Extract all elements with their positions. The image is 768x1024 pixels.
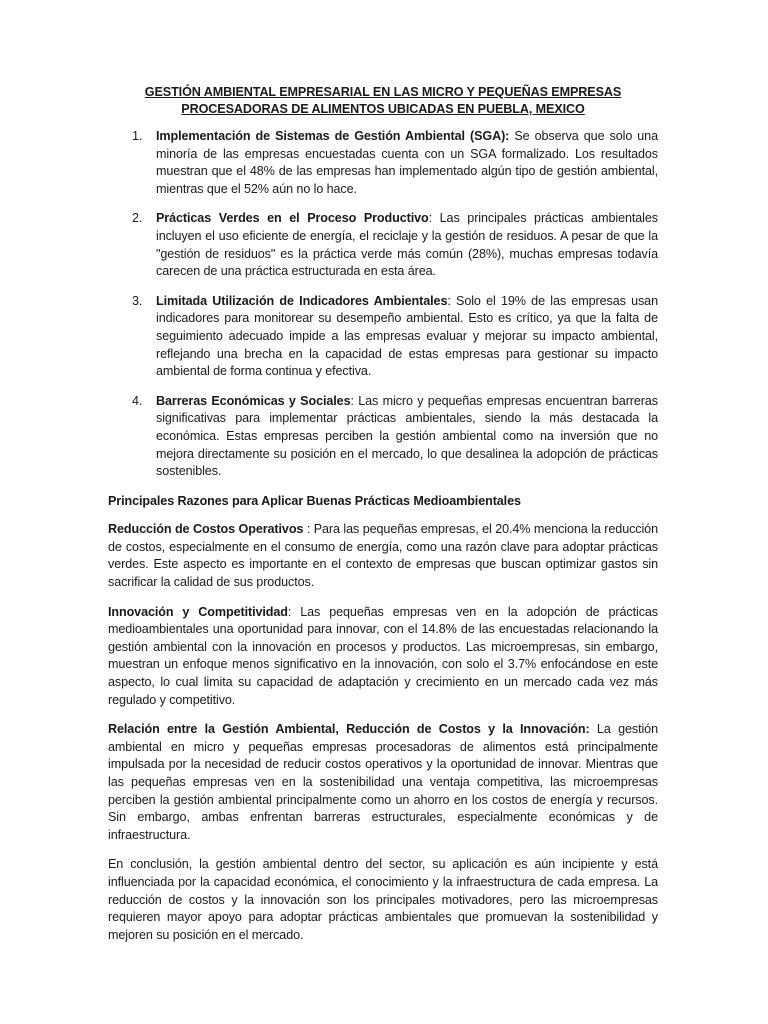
paragraph-text: En conclusión, la gestión ambiental dentro del sector, su aplicación es aún incipiente y está influenciada por la capacidad económica, el conocimiento y la infraestructura de cada empresa. La reducción de costos y la innovación son los principales motivadores, pero las microempresas requieren mayor apoyo para adoptar prácticas ambientales que promuevan la sostenibilidad y mejoren su posición en el mercado. — [108, 857, 658, 942]
list-item-text: Se observa que solo una minoría de las empresas encuestadas cuenta con un SGA formalizado. Los resultados muestran que el 48% de las empresas han implementado algún tipo de gestión ambiental, mientras que el 52% aún no lo hace. — [156, 129, 658, 196]
list-item-text: : Las principales prácticas ambientales incluyen el uso eficiente de energía, el reciclaje y la gestión de residuos. A pesar de que la "gestión de residuos" es la práctica verde más común (28%), muchas empresas todavía carecen de una práctica estructurada en esta área. — [156, 211, 658, 279]
list-item — [108, 293, 658, 381]
list-item — [108, 128, 658, 198]
section-heading: Principales Razones para Aplicar Buenas Prácticas Medioambientales — [108, 493, 521, 508]
paragraph-text: : Las pequeñas empresas ven en la adopción de prácticas medioambientales una oportunidad para innovar, con el 14.8% de las encuestadas relacionando la gestión ambiental con la innovación en procesos y productos. Las microempresas, sin embargo, muestran un enfoque menos significativo en la innovación, con solo el 3.7% enfocándose en este aspecto, lo cual limita su capacidad de adaptación y crecimiento en un mercado cada vez más regulado y competitivo. — [108, 604, 658, 707]
list-item-heading: Implementación de Sistemas de Gestión Ambiental (SGA): — [156, 129, 510, 143]
list-item-number: 3. — [132, 293, 143, 308]
paragraph-relationship — [108, 721, 658, 844]
list-item-number: 4. — [132, 393, 143, 408]
list-item-text: : Solo el 19% de las empresas usan indicadores para monitorear su desempeño ambiental. Esto es crítico, ya que la falta de seguimiento adecuado impide a las empresas evaluar y mejorar su impacto ambiental, reflejando una brecha en la capacidad de estas empresas para gestionar su impacto ambiental de forma continua y efectiva. — [156, 293, 658, 379]
document-title: GESTIÓN AMBIENTAL EMPRESARIAL EN LAS MICRO Y PEQUEÑAS EMPRESAS PROCESADORAS DE ALIMENTOS UBICADAS EN PUEBLA, MEXICO — [144, 85, 622, 116]
list-item — [108, 210, 658, 280]
paragraph-conclusion — [108, 856, 658, 944]
paragraph-heading: Innovación y Competitividad — [108, 604, 288, 619]
list-item — [108, 393, 658, 481]
list-item-heading: Barreras Económicas y Sociales — [156, 393, 351, 408]
list-item-heading: Prácticas Verdes en el Proceso Productivo — [156, 211, 429, 226]
paragraph-heading: Reducción de Costos Operativos — [108, 522, 307, 537]
document-page — [108, 84, 658, 956]
paragraph-cost-reduction — [108, 521, 658, 591]
list-item-number: 1. — [132, 129, 143, 143]
list-item-heading: Limitada Utilización de Indicadores Ambientales — [156, 293, 448, 308]
findings-list — [108, 128, 658, 481]
paragraph-heading: Relación entre la Gestión Ambiental, Reducción de Costos y la Innovación: — [108, 722, 590, 737]
paragraph-text: La gestión ambiental en micro y pequeñas empresas procesadoras de alimentos está principalmente impulsada por la necesidad de reducir costos operativos y la oportunidad de innovar. Mientras que las pequeñas empresas ven en la sostenibilidad una ventaja competitiva, las microempresas perciben la gestión ambiental principalmente como un ahorro en los costos de energía y recursos. Sin embargo, ambas enfrentan barreras estructurales, especialmente económicas y de infraestructura. — [108, 722, 658, 842]
paragraph-innovation — [108, 604, 658, 710]
list-item-text: : Las micro y pequeñas empresas encuentran barreras significativas para implementar prácticas ambientales, siendo la más destacada la económica. Estas empresas perciben la gestión ambiental como na inversión que no mejora directamente su posición en el mercado, lo que desalinea la adopción de prácticas sostenibles. — [156, 393, 658, 479]
list-item-number: 2. — [132, 211, 143, 226]
paragraph-text: : Para las pequeñas empresas, el 20.4% menciona la reducción de costos, especialmente en el consumo de energía, como una razón clave para adoptar prácticas verdes. Este aspecto es importante en el contexto de empresas que buscan optimizar gastos sin sacrificar la calidad de sus productos. — [108, 522, 658, 590]
